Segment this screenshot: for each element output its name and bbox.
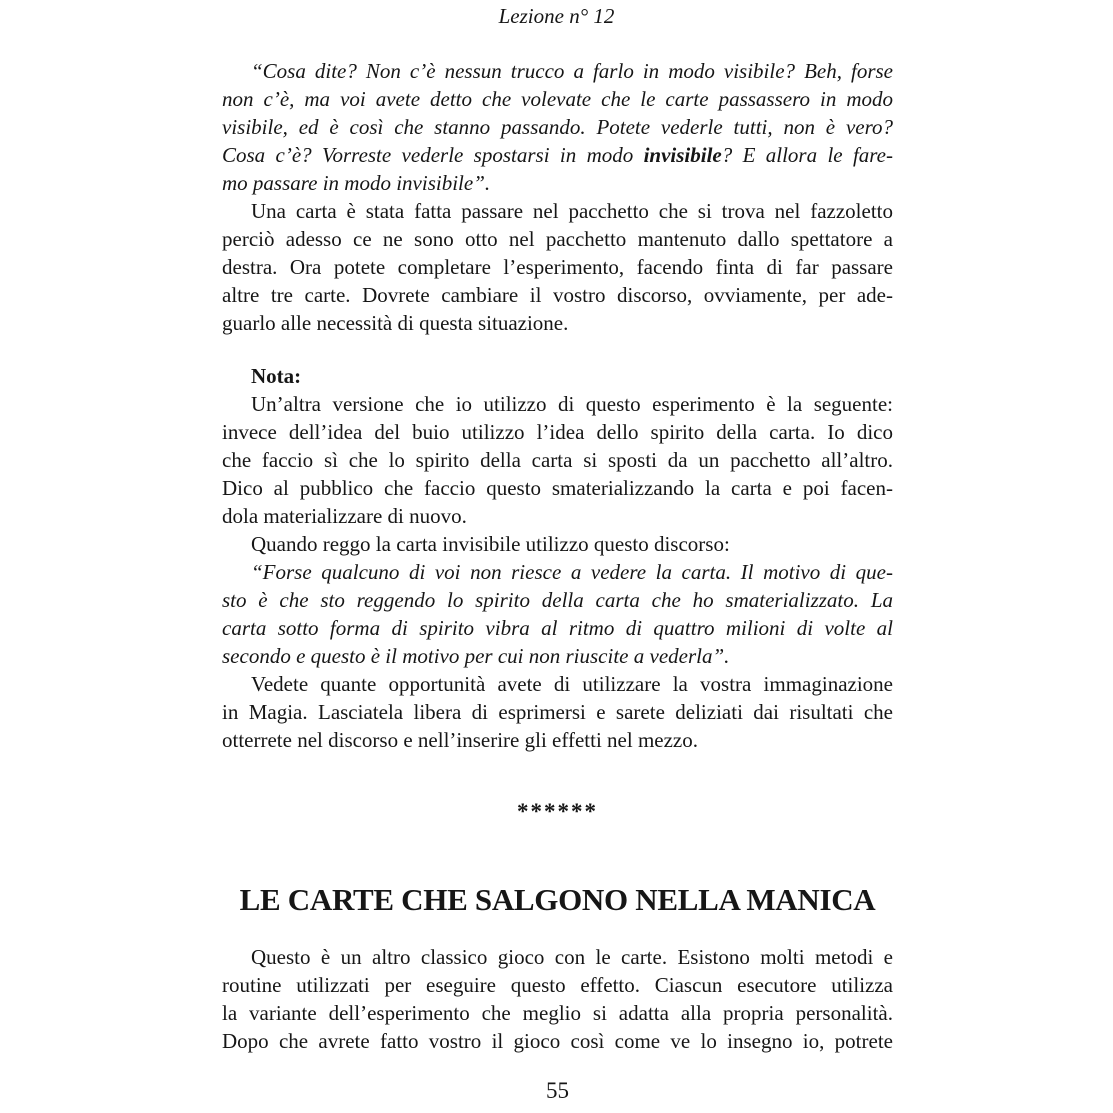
text-line: mo passare in modo invisibile”. (222, 171, 491, 195)
text-line: non c’è, ma voi avete detto che volevate che le carte passassero in modo (222, 87, 893, 111)
quote-text-after-bold: ? E allora le fare- (721, 143, 893, 167)
asterisk-separator: ****** (517, 799, 598, 824)
nota-heading: Nota: (251, 364, 302, 388)
running-header: Lezione n° 12 (498, 4, 615, 28)
text-line: guarlo alle necessità di questa situazione. (222, 311, 569, 335)
paragraph-carta-passata (222, 197, 893, 337)
text-line: dola materializzare di nuovo. (222, 504, 467, 528)
text-line: che faccio sì che lo spirito della carta si sposti da un pacchetto all’altro. (222, 448, 893, 472)
paragraph-quote-spirito (222, 558, 893, 670)
paragraph-nota-versione (222, 390, 893, 530)
paragraph-quote-visibile (222, 57, 893, 197)
quote-text-before-bold: Cosa c’è? Vorreste vederle spostarsi in modo (222, 143, 644, 167)
text-line: Un’altra versione che io utilizzo di questo esperimento è la seguente: (251, 392, 893, 416)
paragraph-intro-discorso (222, 530, 893, 558)
text-line: carta sotto forma di spirito vibra al ritmo di quattro milioni di volte al (222, 616, 893, 640)
text-line: perciò adesso ce ne sono otto nel pacchetto mantenuto dallo spettatore a (222, 227, 893, 251)
page-number: 55 (546, 1078, 569, 1103)
text-line: la variante dell’esperimento che meglio si adatta alla propria personalità. (222, 1001, 893, 1025)
text-line: routine utilizzati per eseguire questo effetto. Ciascun esecutore utilizza (222, 973, 893, 997)
text-line (222, 141, 893, 169)
text-line: otterrete nel discorso e nell’inserire gli effetti nel mezzo. (222, 728, 698, 752)
text-line: altre tre carte. Dovrete cambiare il vostro discorso, ovviamente, per ade- (222, 283, 893, 307)
text-line: invece dell’idea del buio utilizzo l’idea dello spirito della carta. Io dico (222, 420, 893, 444)
paragraph-immaginazione (222, 670, 893, 754)
bold-word-invisibile: invisibile (643, 143, 722, 167)
section-title: LE CARTE CHE SALGONO NELLA MANICA (239, 882, 876, 917)
text-line: Dico al pubblico che faccio questo smaterializzando la carta e poi facen- (222, 476, 893, 500)
text-line: sto è che sto reggendo lo spirito della carta che ho smaterializzato. La (222, 588, 893, 612)
text-line: destra. Ora potete completare l’esperimento, facendo finta di far passare (222, 255, 893, 279)
text-line: Quando reggo la carta invisibile utilizzo questo discorso: (251, 532, 730, 556)
text-line: “Forse qualcuno di voi non riesce a vedere la carta. Il motivo di que- (251, 560, 893, 584)
text-line: visibile, ed è così che stanno passando. Potete vederle tutti, non è vero? (222, 115, 893, 139)
text-line: Dopo che avrete fatto vostro il gioco così come ve lo insegno io, potrete (222, 1029, 893, 1053)
paragraph-classico-gioco (222, 943, 893, 1055)
text-line: in Magia. Lasciatela libera di esprimersi e sarete deliziati dai risultati che (222, 700, 893, 724)
text-line: Vedete quante opportunità avete di utilizzare la vostra immaginazione (251, 672, 893, 696)
text-line: Questo è un altro classico gioco con le carte. Esistono molti metodi e (251, 945, 893, 969)
text-column (222, 57, 893, 1055)
text-line: secondo e questo è il motivo per cui non riuscite a vederla”. (222, 644, 730, 668)
text-line: “Cosa dite? Non c’è nessun trucco a farlo in modo visibile? Beh, forse (251, 59, 893, 83)
text-line: Una carta è stata fatta passare nel pacchetto che si trova nel fazzoletto (251, 199, 893, 223)
